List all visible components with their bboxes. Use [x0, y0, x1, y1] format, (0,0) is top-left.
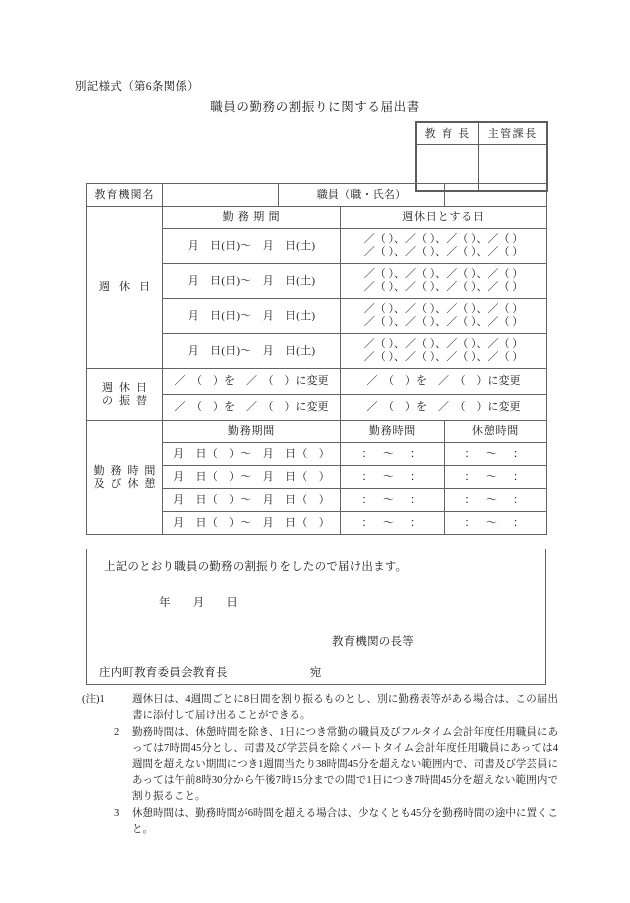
declaration-date[interactable]	[159, 594, 238, 610]
working-hours-time-1[interactable]: ： 〜 ：	[341, 443, 445, 466]
weekly-holiday-row-label: 週 休 日	[87, 207, 163, 369]
holiday-line: ／（ ）、／（ ）、／（ ）、／（ ）	[363, 281, 524, 293]
addressee-name: 庄内町教育委員会教育長	[99, 667, 228, 679]
working-hours-period-1[interactable]: 月 日（ ）〜 月 日（ ）	[163, 443, 341, 466]
break-time-1[interactable]: ： 〜 ：	[445, 443, 547, 466]
approval-stamp-box	[415, 121, 548, 192]
addressee-line	[99, 664, 321, 680]
institution-label: 教育機関名	[87, 184, 163, 207]
working-hours-time-3[interactable]: ： 〜 ：	[341, 489, 445, 512]
weekly-holiday-header-row	[87, 207, 547, 229]
weekly-holiday-days-1[interactable]	[341, 229, 547, 264]
substitution-label-line1: 週 休 日	[102, 381, 149, 394]
holiday-line: ／（ ）、／（ ）、／（ ）、／（ ）	[363, 338, 524, 351]
note-item	[82, 806, 558, 838]
staff-value[interactable]	[445, 184, 547, 207]
break-time-2[interactable]: ： 〜 ：	[445, 466, 547, 489]
working-hours-period-header: 勤務期間	[163, 421, 341, 443]
weekly-holiday-period-4[interactable]: 月 日(日)〜 月 日(土)	[163, 334, 341, 369]
working-hours-time-2[interactable]: ： 〜 ：	[341, 466, 445, 489]
date-day-label: 日	[226, 597, 239, 609]
date-month-label: 月	[192, 597, 205, 609]
working-hours-label-line2: 及 び 休 憩	[93, 477, 158, 490]
notes-section	[82, 692, 558, 839]
weekly-holiday-period-1[interactable]: 月 日(日)〜 月 日(土)	[163, 229, 341, 264]
substitution-right-2[interactable]: ／ （ ）を ／ （ ）に変更	[341, 395, 547, 421]
weekly-holiday-days-header: 週休日とする日	[341, 207, 547, 229]
holiday-line: ／（ ）、／（ ）、／（ ）、／（ ）	[363, 316, 524, 328]
stamp-header-section-chief: 主管課長	[479, 123, 547, 145]
working-hours-header-row	[87, 421, 547, 443]
main-form-table	[86, 183, 547, 535]
staff-label: 職員（職・氏名）	[279, 184, 445, 207]
institution-row	[87, 184, 547, 207]
working-hours-period-3[interactable]: 月 日（ ）〜 月 日（ ）	[163, 489, 341, 512]
substitution-row	[87, 369, 547, 395]
substitution-right-1[interactable]: ／ （ ）を ／ （ ）に変更	[341, 369, 547, 395]
note-text: 週休日は、4週間ごとに8日間を割り振るものとし、別に勤務表等がある場合は、この届出書に添付して届け出ることができる。	[132, 694, 558, 721]
declaration-block	[86, 549, 546, 685]
note-item	[82, 725, 558, 805]
substitution-label-line2: の 振 替	[102, 394, 149, 407]
weekly-holiday-days-2[interactable]	[341, 264, 547, 299]
working-hours-label-line1: 勤 務 時 間	[93, 464, 158, 477]
note-item	[82, 692, 558, 724]
holiday-line: ／（ ）、／（ ）、／（ ）、／（ ）	[363, 268, 524, 281]
note-text: 勤務時間は、休憩時間を除き、1日につき常勤の職員及びフルタイム会計年度任用職員にあっては7時間45分とし、司書及び学芸員を除くパートタイム会計年度任用職員にあっては4週間を超えない期間につき1週間当たり38時間45分を超えない範囲内で、司書及び学芸員にあっては午前8時30分から午後7時15分までの間で1日につき7時間45分を超えない範囲内で割り振ること。	[132, 726, 558, 802]
document-title: 職員の勤務の割振りに関する届出書	[210, 100, 420, 114]
stamp-header-superintendent: 教 育 長	[417, 123, 479, 145]
working-hours-time-header: 勤務時間	[341, 421, 445, 443]
weekly-holiday-period-header: 勤 務 期 間	[163, 207, 341, 229]
holiday-line: ／（ ）、／（ ）、／（ ）、／（ ）	[363, 303, 524, 316]
note-marker: 3	[114, 807, 120, 819]
working-hours-period-4[interactable]: 月 日（ ）〜 月 日（ ）	[163, 512, 341, 535]
note-marker: (注)1	[82, 694, 105, 705]
substitution-left-2[interactable]: ／ （ ）を ／ （ ）に変更	[163, 395, 341, 421]
organization-head-label: 教育機関の長等	[332, 636, 414, 648]
weekly-holiday-period-3[interactable]: 月 日(日)〜 月 日(土)	[163, 299, 341, 334]
working-hours-period-2[interactable]: 月 日（ ）〜 月 日（ ）	[163, 466, 341, 489]
note-marker: 2	[114, 726, 120, 738]
holiday-line: ／（ ）、／（ ）、／（ ）、／（ ）	[363, 233, 524, 246]
holiday-line: ／（ ）、／（ ）、／（ ）、／（ ）	[363, 351, 524, 363]
break-time-header: 休憩時間	[445, 421, 547, 443]
break-time-3[interactable]: ： 〜 ：	[445, 489, 547, 512]
weekly-holiday-period-2[interactable]: 月 日(日)〜 月 日(土)	[163, 264, 341, 299]
holiday-line: ／（ ）、／（ ）、／（ ）、／（ ）	[363, 246, 524, 258]
date-year-label: 年	[159, 597, 171, 609]
working-hours-time-4[interactable]: ： 〜 ：	[341, 512, 445, 535]
declaration-statement: 上記のとおり職員の勤務の割振りをしたので届け出ます。	[104, 561, 408, 573]
working-hours-row-label	[87, 421, 163, 535]
addressee-suffix: 宛	[309, 667, 322, 679]
break-time-4[interactable]: ： 〜 ：	[445, 512, 547, 535]
substitution-row-label	[87, 369, 163, 421]
note-text: 休憩時間は、勤務時間が6時間を超える場合は、少なくとも45分を勤務時間の途中に置くこと。	[132, 807, 558, 835]
form-identifier: 別記様式（第6条関係）	[75, 81, 200, 93]
institution-value[interactable]	[163, 184, 279, 207]
weekly-holiday-days-3[interactable]	[341, 299, 547, 334]
weekly-holiday-days-4[interactable]	[341, 334, 547, 369]
substitution-left-1[interactable]: ／ （ ）を ／ （ ）に変更	[163, 369, 341, 395]
